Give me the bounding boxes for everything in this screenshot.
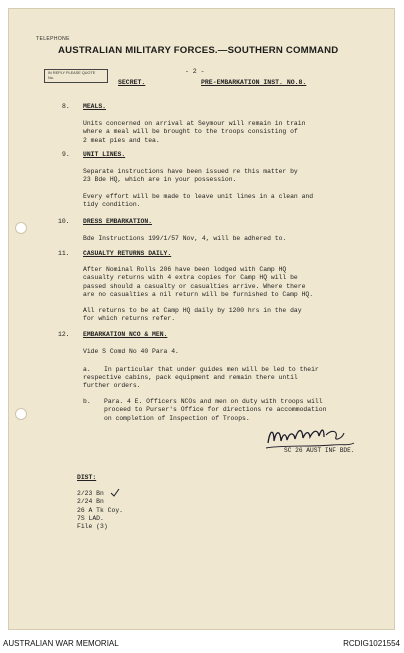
section-body xyxy=(83,193,313,210)
section-number: 12. xyxy=(58,331,70,338)
text-line: Every effort will be made to leave unit lines in a clean and xyxy=(83,193,314,200)
punch-hole xyxy=(15,408,27,420)
check-mark-icon xyxy=(110,488,120,497)
section-body xyxy=(83,168,298,185)
section-heading: DRESS EMBARKATION. xyxy=(83,218,153,225)
subpara-body xyxy=(104,398,326,423)
section-body xyxy=(83,266,313,299)
text-line: Para. 4 E. Officers NCOs and men on duty with troops will xyxy=(104,398,323,405)
section-number: 10. xyxy=(58,218,70,225)
text-line: tidy condition. xyxy=(83,201,141,209)
distribution-item: 2/24 Bn xyxy=(77,498,104,506)
text-line: All returns to be at Camp HQ daily by 1200 hrs in the day xyxy=(83,307,302,314)
telephone-label: TELEPHONE xyxy=(36,36,70,42)
subpara-label: b. xyxy=(83,398,91,405)
section-body xyxy=(83,120,305,145)
punch-hole xyxy=(15,222,27,234)
text-line: for which returns refer. xyxy=(83,315,176,323)
section-body xyxy=(83,235,286,243)
classification: SECRET. xyxy=(118,79,146,86)
distribution-item: 2/23 Bn xyxy=(77,490,104,497)
reply-quote-text: IN REPLY PLEASE QUOTE xyxy=(48,71,96,75)
instruction-reference: PRE-EMBARKATION INST. NO.8. xyxy=(201,79,307,86)
text-line: Units concerned on arrival at Seymour will remain in train xyxy=(83,120,306,127)
text-line: 23 Bde HQ, which are in your possession. xyxy=(83,176,237,184)
subpara-label: a. xyxy=(83,366,91,373)
distribution-heading: DIST: xyxy=(77,474,97,481)
section-body xyxy=(83,348,179,356)
text-line: Separate instructions have been issued re this matter by xyxy=(83,168,298,175)
section-number: 11. xyxy=(58,250,70,257)
reply-quote-box xyxy=(44,69,108,83)
text-line: Bde Instructions 199/1/57 Nov, 4, will be adhered to. xyxy=(83,235,287,242)
distribution-item: 7S LAD. xyxy=(77,514,104,522)
page-number: - 2 - xyxy=(185,68,205,75)
section-heading: EMBARKATION NCO & MEN. xyxy=(83,331,168,338)
subpara-body xyxy=(83,374,298,391)
text-line: are no casualties a nil return will be furnished to Camp HQ. xyxy=(83,290,314,298)
text-line: Vide S Comd No 40 Para 4. xyxy=(83,348,179,355)
section-heading: UNIT LINES. xyxy=(83,151,126,158)
text-line: proceed to Purser's Office for directions re accommodation xyxy=(104,406,327,414)
text-line: where a meal will be brought to the troops consisting of xyxy=(83,128,298,136)
text-line: further orders. xyxy=(83,382,141,390)
distribution-item: File (3) xyxy=(77,523,108,531)
footer-archive-name: AUSTRALIAN WAR MEMORIAL xyxy=(3,639,119,648)
letterhead-title: AUSTRALIAN MILITARY FORCES.—SOUTHERN COMMAND xyxy=(58,45,339,56)
section-body xyxy=(83,307,302,324)
section-heading: CASUALTY RETURNS DAILY. xyxy=(83,250,172,257)
text-line: 2 meat pies and tea. xyxy=(83,136,160,144)
section-heading: MEALS. xyxy=(83,103,107,110)
text-line: passed should a casualty or casualties arrive. Where there xyxy=(83,282,306,290)
text-line: After Nominal Rolls 206 have been lodged with Camp HQ xyxy=(83,266,287,273)
signature-block: SC 26 AUST INF BDE. xyxy=(284,447,355,454)
text-line: respective cabins, pack equipment and remain there until xyxy=(83,374,298,381)
text-line: casualty returns with 4 extra copies for Camp HQ will be xyxy=(83,274,298,282)
section-number: 9. xyxy=(62,151,70,158)
distribution-item: 26 A Tk Coy. xyxy=(77,506,124,514)
text-line: on completion of Inspection of Troops. xyxy=(104,414,250,422)
footer-record-id: RCDIG1021554 xyxy=(343,639,400,648)
text-line: In particular that under guides men will be led to their xyxy=(104,366,319,373)
reply-quote-no: No. xyxy=(48,76,54,80)
section-number: 8. xyxy=(62,103,70,110)
